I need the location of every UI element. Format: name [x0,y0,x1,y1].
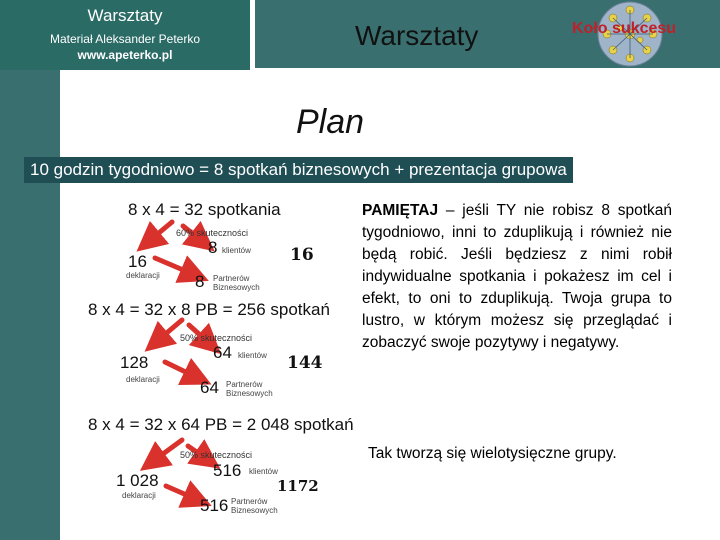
level1-partners-label-1: Partnerów [213,274,250,283]
level3-equation: 8 x 4 = 32 x 64 PB = 2 048 spotkań [88,415,354,434]
arrow-l3-partners [166,486,198,500]
level2-partners-label-2: Biznesowych [226,389,273,398]
level1-clients-label: klientów [222,246,251,255]
level3-partners-num: 516 [200,496,229,515]
level3-left-label: deklaracji [122,491,156,500]
level3-success: 50% skuteczności [180,450,253,460]
level2-clients-num: 64 [213,343,232,362]
banner-text: 10 godzin tygodniowo = 8 spotkań biznesowych + prezentacja grupowa [24,157,573,183]
left-side-bar [0,70,60,540]
level2-partners-num: 64 [200,378,219,397]
level3-clients-label: klientów [249,467,278,476]
arrow-l3-left [152,440,182,462]
level1-clients-num: 8 [208,238,218,257]
brand-label: Koło sukcesu [572,20,677,37]
arrow-l1-left [148,222,172,242]
level2-total: 144 [287,353,323,373]
slide-title: Warsztaty [355,20,479,51]
level2-partners-label-1: Partnerów [226,380,263,389]
level3-partners-label-2: Biznesowych [231,506,278,515]
reminder-lead: PAMIĘTAJ [362,202,439,219]
level3-left-num: 1 028 [116,471,159,490]
level1-partners-num: 8 [195,272,205,291]
arrow-l2-partners [165,362,198,378]
header-box [0,0,250,70]
reminder-body: – jeśli TY nie robisz 8 spotkań tygodniowo, inni to zduplikują i również nie będą robić. Jeśli będziesz z nimi robił indywidualne spotkania i pokażesz im cel i efekt, to oni to zduplikują. Twoja grupa to lustro, w którym możesz się przeglądać i zobaczyć swoje pozytywy i negatywy. [362,202,672,351]
level2-clients-label: klientów [238,351,267,360]
level1-left-label: deklaracji [126,271,160,280]
level1-partners-label-2: Biznesowych [213,283,260,292]
header-box-title: Warsztaty [87,6,163,25]
level3-partners-label-1: Partnerów [231,497,268,506]
plan-heading: Plan [296,103,365,141]
arrow-l1-partners [155,258,195,275]
level3-clients-num: 516 [213,461,242,480]
level1-left-num: 16 [128,252,147,271]
level2-left-num: 128 [120,353,149,372]
header-url[interactable]: www.apeterko.pl [77,48,173,62]
level1-equation: 8 x 4 = 32 spotkania [128,200,281,219]
header-author: Materiał Aleksander Peterko [49,32,201,46]
level1-success: 60% skuteczności [176,228,249,238]
level2-equation: 8 x 4 = 32 x 8 PB = 256 spotkań [88,300,330,319]
reminder-paragraph [362,200,672,354]
closing-line: Tak tworzą się wielotysięczne grupy. [368,445,617,462]
level2-left-label: deklaracji [126,375,160,384]
arrow-l2-left [156,320,182,342]
level1-total: 16 [290,245,314,265]
level2-success: 50% skuteczności [180,333,253,343]
duplication-diagram [80,190,360,540]
level3-total: 1172 [277,477,319,495]
